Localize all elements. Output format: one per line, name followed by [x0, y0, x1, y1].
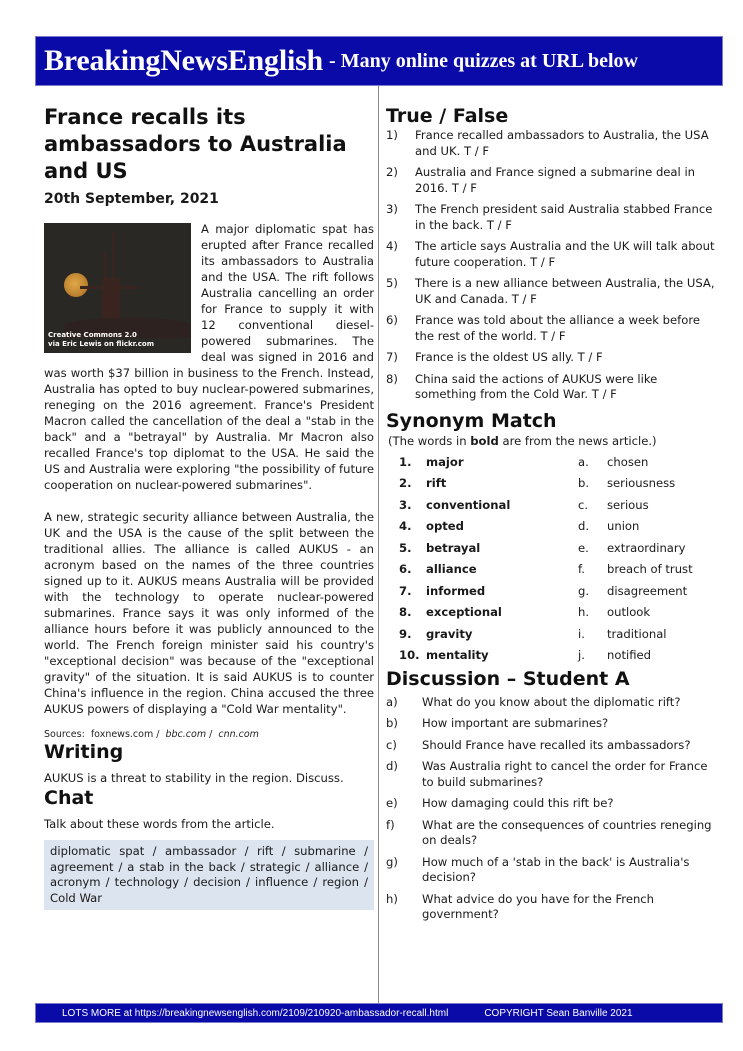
- discussion-item: [386, 695, 716, 711]
- word: rift: [426, 476, 447, 490]
- word: mentality: [426, 648, 489, 662]
- footer-url-link[interactable]: LOTS MORE at https://breakingnewsenglish.com/2109/210920-ambassador-recall.html: [62, 1007, 449, 1019]
- synonym-letter: a.: [578, 454, 589, 469]
- question-text: What advice do you have for the French government?: [422, 891, 655, 921]
- synonym-letter: h.: [578, 605, 590, 619]
- word-number: 2.: [399, 476, 412, 490]
- word: betrayal: [426, 540, 481, 555]
- tf-item: [386, 276, 716, 307]
- tf-item: [386, 313, 716, 344]
- header-banner: [35, 36, 723, 86]
- question-text: What do you know about the diplomatic rift?: [422, 694, 681, 709]
- article-paragraph-1: A major diplomatic spat has erupted after France recalled its ambassadors to Australia and the USA. The rift follows Australia cancelling an order for France to supply it with 12 conventional diesel-powered submarines. The deal was signed in 2016 and was worth $37 billion in business to the French. Instead, Australia has opted to buy nuclear-powered submarines, reneging on the 2016 agreement. France's President Macron called the cancellation of the deal a "stab in the back" and a "betrayal" by Australia. Mr Macron also recalled France's top diplomat to the USA. He said the US and Australia were exploring "the possibility of future cooperation on nuclear-powered submarines".: [44, 222, 374, 492]
- discussion-item: [386, 855, 716, 886]
- chat-instruction: Talk about these words from the article.: [44, 817, 275, 831]
- word-number: 3.: [399, 497, 412, 512]
- synonym: chosen: [607, 454, 649, 469]
- question-letter: d): [386, 759, 398, 773]
- synonym: serious: [607, 497, 649, 512]
- tf-item: [386, 165, 716, 196]
- chat-heading: Chat: [44, 787, 94, 809]
- synonym-letter: j.: [578, 648, 585, 662]
- word-number: 1.: [399, 454, 412, 469]
- word: informed: [426, 583, 486, 598]
- synonym-row: [399, 452, 716, 474]
- question-text: Was Australia right to cancel the order for France to build submarines?: [422, 759, 708, 789]
- question-letter: f): [386, 817, 395, 832]
- note-text: are from the news article.): [498, 433, 657, 448]
- synonym: notified: [607, 648, 652, 662]
- question-text: How damaging could this rift be?: [422, 796, 614, 810]
- synonym-letter: b.: [578, 476, 590, 490]
- synonym-row: [399, 538, 716, 560]
- footer-banner: [35, 1003, 723, 1023]
- site-brand: BreakingNewsEnglish: [44, 44, 324, 77]
- question-letter: b): [386, 716, 398, 730]
- source-link: cnn.com: [218, 729, 259, 740]
- sources-label: Sources:: [44, 729, 85, 740]
- synonym: breach of trust: [607, 562, 693, 576]
- tf-number: 7): [386, 350, 398, 364]
- synonym-letter: f.: [578, 562, 585, 576]
- word-number: 4.: [399, 519, 412, 533]
- word: opted: [426, 519, 464, 533]
- discussion-item: [386, 716, 716, 732]
- question-letter: c): [386, 737, 397, 752]
- synonym-row: [399, 602, 716, 624]
- tf-statement: Australia and France signed a submarine deal in 2016. T / F: [415, 165, 696, 195]
- left-column: [44, 104, 374, 910]
- synonym-match-heading: Synonym Match: [386, 409, 557, 432]
- synonym-row: [399, 624, 716, 646]
- word: major: [426, 454, 464, 469]
- synonym-letter: c.: [578, 497, 589, 512]
- synonym: union: [607, 519, 640, 533]
- synonym-table: [399, 452, 716, 667]
- tf-number: 8): [386, 371, 398, 386]
- tf-number: 2): [386, 165, 398, 179]
- word-number: 6.: [399, 562, 412, 576]
- note-bold: bold: [470, 433, 499, 448]
- synonym: seriousness: [607, 476, 676, 490]
- tf-number: 3): [386, 202, 398, 216]
- synonym-row: [399, 473, 716, 495]
- question-text: How much of a 'stab in the back' is Australia's decision?: [422, 854, 690, 884]
- word-number: 5.: [399, 540, 412, 555]
- synonym-note: [388, 434, 716, 448]
- synonym-letter: e.: [578, 540, 589, 555]
- synonym: outlook: [607, 605, 651, 619]
- tf-statement: There is a new alliance between Australia, the USA, UK and Canada. T / F: [415, 276, 715, 306]
- word: conventional: [426, 497, 511, 512]
- synonym: disagreement: [607, 583, 688, 598]
- word: alliance: [426, 562, 477, 576]
- synonym-row: [399, 645, 716, 667]
- word-number: 9.: [399, 626, 412, 641]
- column-divider: [378, 86, 379, 1004]
- chat-word-box: diplomatic spat / ambassador / rift / submarine / agreement / a stab in the back / strategic / alliance / acronym / technology / decision / influence / region / Cold War: [44, 840, 374, 910]
- article-date: 20th September, 2021: [44, 191, 219, 207]
- source-link: bbc.com: [165, 729, 207, 740]
- article-paragraph-2: A new, strategic security alliance between Australia, the UK and the USA is the cause of the split between the traditional allies. The alliance is called AUKUS - an acronym based on the names of the three countries signed up to it. AUKUS means Australia will be provided with the technology to operate nuclear-powered submarines. France says it was only informed of the alliance hours before it was publicly announced to the world. The French foreign minister said his country's "exceptional decision" was because of the "exceptional gravity" of the situation. It is said AUKUS is to counter China's influence in the region. China accused the three AUKUS powers of displaying a "Cold War mentality".: [44, 510, 374, 716]
- synonym-letter: i.: [578, 626, 585, 641]
- tf-item: [386, 128, 716, 159]
- question-letter: h): [386, 891, 398, 906]
- tf-item: [386, 239, 716, 270]
- tf-statement: France recalled ambassadors to Australia, the USA and UK. T / F: [415, 128, 709, 158]
- tf-statement: France was told about the alliance a week before the rest of the world. T / F: [415, 313, 700, 343]
- synonym-row: [399, 581, 716, 603]
- question-text: How important are submarines?: [422, 716, 609, 730]
- tf-item: [386, 202, 716, 233]
- photo-caption-line: Creative Commons 2.0: [48, 331, 137, 339]
- sub-mast: [112, 231, 114, 279]
- question-text: What are the consequences of countries reneging on deals?: [422, 817, 712, 847]
- question-letter: a): [386, 694, 398, 709]
- word: exceptional: [426, 605, 502, 619]
- tf-number: 4): [386, 239, 398, 253]
- true-false-list: [386, 128, 716, 403]
- photo-caption-line: via Eric Lewis on flickr.com: [48, 340, 155, 348]
- synonym-row: [399, 495, 716, 517]
- tf-statement: China said the actions of AUKUS were like something from the Cold War. T / F: [415, 371, 658, 401]
- tf-number: 6): [386, 313, 398, 327]
- synonym: extraordinary: [607, 540, 686, 555]
- discussion-heading: Discussion – Student A: [386, 667, 630, 690]
- tf-statement: The article says Australia and the UK will talk about future cooperation. T / F: [415, 239, 715, 269]
- note-text: (The words in: [388, 433, 471, 448]
- discussion-item: [386, 759, 716, 790]
- tf-item: [386, 372, 716, 403]
- tf-number: 1): [386, 128, 398, 142]
- tf-statement: The French president said Australia stabbed France in the back. T / F: [415, 202, 713, 232]
- word-number: 8.: [399, 605, 412, 619]
- article-body: [44, 221, 374, 717]
- synonym-row: [399, 559, 716, 581]
- question-letter: e): [386, 796, 398, 810]
- synonym-row: [399, 516, 716, 538]
- tf-number: 5): [386, 276, 398, 290]
- discussion-item: [386, 796, 716, 812]
- tf-item: [386, 350, 716, 366]
- moon-shape: [64, 273, 88, 297]
- discussion-item: [386, 892, 716, 923]
- word-number: 10.: [399, 648, 420, 662]
- synonym: traditional: [607, 626, 667, 641]
- discussion-item: [386, 818, 716, 849]
- tf-statement: France is the oldest US ally. T / F: [415, 350, 603, 364]
- question-letter: g): [386, 854, 398, 869]
- writing-prompt: AUKUS is a threat to stability in the region. Discuss.: [44, 771, 344, 785]
- question-text: Should France have recalled its ambassadors?: [422, 737, 691, 752]
- discussion-item: [386, 738, 716, 754]
- article-photo: [44, 223, 191, 353]
- site-tagline: - Many online quizzes at URL below: [329, 49, 638, 72]
- article-title: France recalls its ambassadors to Australia and US: [44, 105, 347, 183]
- word-number: 7.: [399, 583, 412, 598]
- sub-mast: [104, 251, 106, 279]
- word: gravity: [426, 626, 473, 641]
- writing-heading: Writing: [44, 741, 124, 763]
- synonym-letter: g.: [578, 583, 590, 598]
- photo-caption: [48, 331, 154, 349]
- discussion-list: [386, 695, 716, 923]
- sources-line: Sources: foxnews.com / bbc.com / cnn.com: [44, 729, 259, 740]
- source-link: foxnews.com: [90, 729, 154, 740]
- sub-plane: [80, 286, 138, 289]
- footer-copyright: COPYRIGHT Sean Banville 2021: [484, 1007, 633, 1019]
- true-false-heading: True / False: [386, 105, 509, 127]
- right-column: [386, 104, 716, 929]
- synonym-letter: d.: [578, 519, 590, 533]
